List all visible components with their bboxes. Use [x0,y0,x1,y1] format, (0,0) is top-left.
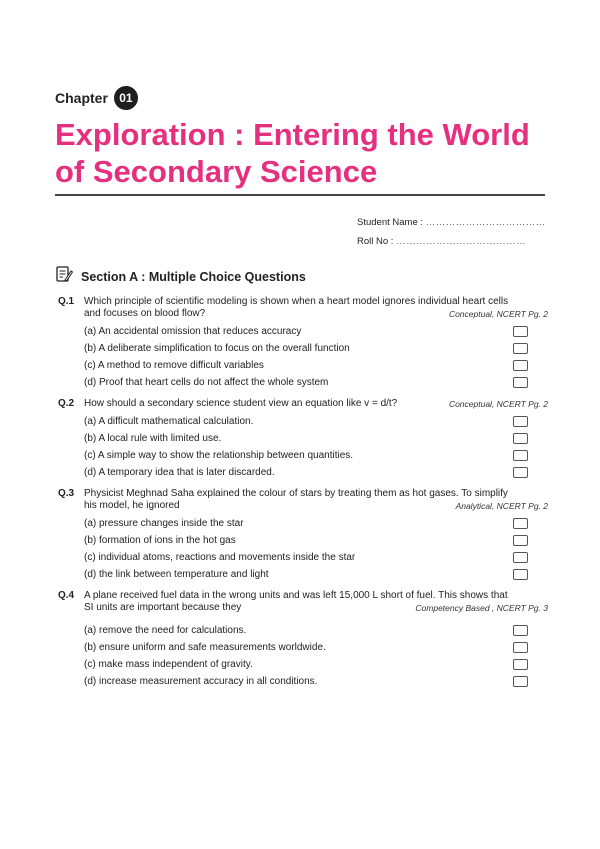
question-number: Q.4 [58,590,75,601]
title-divider [55,194,545,196]
student-name-line [357,213,546,232]
answer-checkbox[interactable] [513,450,528,461]
option-c[interactable] [84,549,548,566]
option-d[interactable] [84,566,548,583]
question-tag: Conceptual, NCERT Pg. 2 [448,399,548,409]
option-a[interactable] [84,413,548,430]
option-text: (c) make mass independent of gravity. [84,659,253,670]
question-text-line2: his model, he ignored [84,500,180,511]
question-4 [58,590,548,690]
option-text: (a) remove the need for calculations. [84,625,247,636]
student-info [357,213,546,251]
option-d[interactable] [84,464,548,481]
answer-checkbox[interactable] [513,552,528,563]
section-heading [55,265,306,288]
option-text: (a) pressure changes inside the star [84,518,244,529]
option-text: (a) An accidental omission that reduces accuracy [84,326,302,337]
option-text: (d) increase measurement accuracy in all conditions. [84,676,318,687]
roll-no-label: Roll No : [357,236,394,247]
answer-checkbox[interactable] [513,326,528,337]
chapter-heading [55,86,138,110]
section-title: Section A : Multiple Choice Questions [81,269,306,284]
answer-checkbox[interactable] [513,676,528,687]
question-text-line1: Which principle of scientific modeling is shown when a heart model ignores individual heart cells [84,296,509,307]
question-text-line2: SI units are important because they [84,602,242,613]
roll-no-line [357,232,546,251]
option-c[interactable] [84,447,548,464]
option-text: (b) ensure uniform and safe measurements worldwide. [84,642,326,653]
answer-checkbox[interactable] [513,625,528,636]
answer-checkbox[interactable] [513,659,528,670]
worksheet-edit-icon [55,265,73,288]
question-text-line2: and focuses on blood flow? [84,308,206,319]
option-c[interactable] [84,656,548,673]
question-text-line1: Physicist Meghnad Saha explained the colour of stars by treating them as hot gases. To simplify [84,488,508,499]
answer-checkbox[interactable] [513,569,528,580]
question-1 [58,296,548,391]
option-text: (c) A simple way to show the relationship between quantities. [84,450,354,461]
option-text: (c) individual atoms, reactions and movements inside the star [84,552,356,563]
answer-checkbox[interactable] [513,433,528,444]
page-title: Exploration : Entering the World of Secondary Science [55,117,530,189]
question-number: Q.1 [58,296,75,307]
answer-checkbox[interactable] [513,360,528,371]
option-a[interactable] [84,622,548,639]
option-text: (b) formation of ions in the hot gas [84,535,236,546]
question-tag: Conceptual, NCERT Pg. 2 [448,309,548,319]
option-b[interactable] [84,340,548,357]
option-d[interactable] [84,374,548,391]
option-text: (d) Proof that heart cells do not affect the whole system [84,377,329,388]
student-name-label: Student Name : [357,217,424,228]
chapter-label: Chapter [55,90,108,106]
question-list [58,296,548,697]
question-number: Q.3 [58,488,75,499]
option-b[interactable] [84,639,548,656]
answer-checkbox[interactable] [513,416,528,427]
answer-checkbox[interactable] [513,467,528,478]
question-3 [58,488,548,583]
option-text: (b) A local rule with limited use. [84,433,222,444]
option-text: (a) A difficult mathematical calculation. [84,416,254,427]
option-b[interactable] [84,532,548,549]
student-name-blank[interactable]: ……………………………… [425,217,546,228]
option-a[interactable] [84,515,548,532]
option-d[interactable] [84,673,548,690]
option-text: (b) A deliberate simplification to focus on the overall function [84,343,350,354]
answer-checkbox[interactable] [513,377,528,388]
option-text: (c) A method to remove difficult variables [84,360,264,371]
option-b[interactable] [84,430,548,447]
answer-checkbox[interactable] [513,343,528,354]
chapter-number-badge: 01 [114,86,138,110]
question-2 [58,398,548,481]
question-text-line1: A plane received fuel data in the wrong units and was left 15,000 L short of fuel. This shows that [84,590,508,601]
question-number: Q.2 [58,398,75,409]
roll-no-blank[interactable]: ………………………………… [396,236,527,247]
question-tag: Analytical, NCERT Pg. 2 [455,501,548,511]
option-c[interactable] [84,357,548,374]
option-a[interactable] [84,323,548,340]
answer-checkbox[interactable] [513,535,528,546]
answer-checkbox[interactable] [513,642,528,653]
option-text: (d) the link between temperature and light [84,569,269,580]
question-tag: Competency Based , NCERT Pg. 3 [415,603,548,613]
question-text-line1: How should a secondary science student view an equation like v = d/t? [84,398,398,409]
option-text: (d) A temporary idea that is later discarded. [84,467,275,478]
answer-checkbox[interactable] [513,518,528,529]
